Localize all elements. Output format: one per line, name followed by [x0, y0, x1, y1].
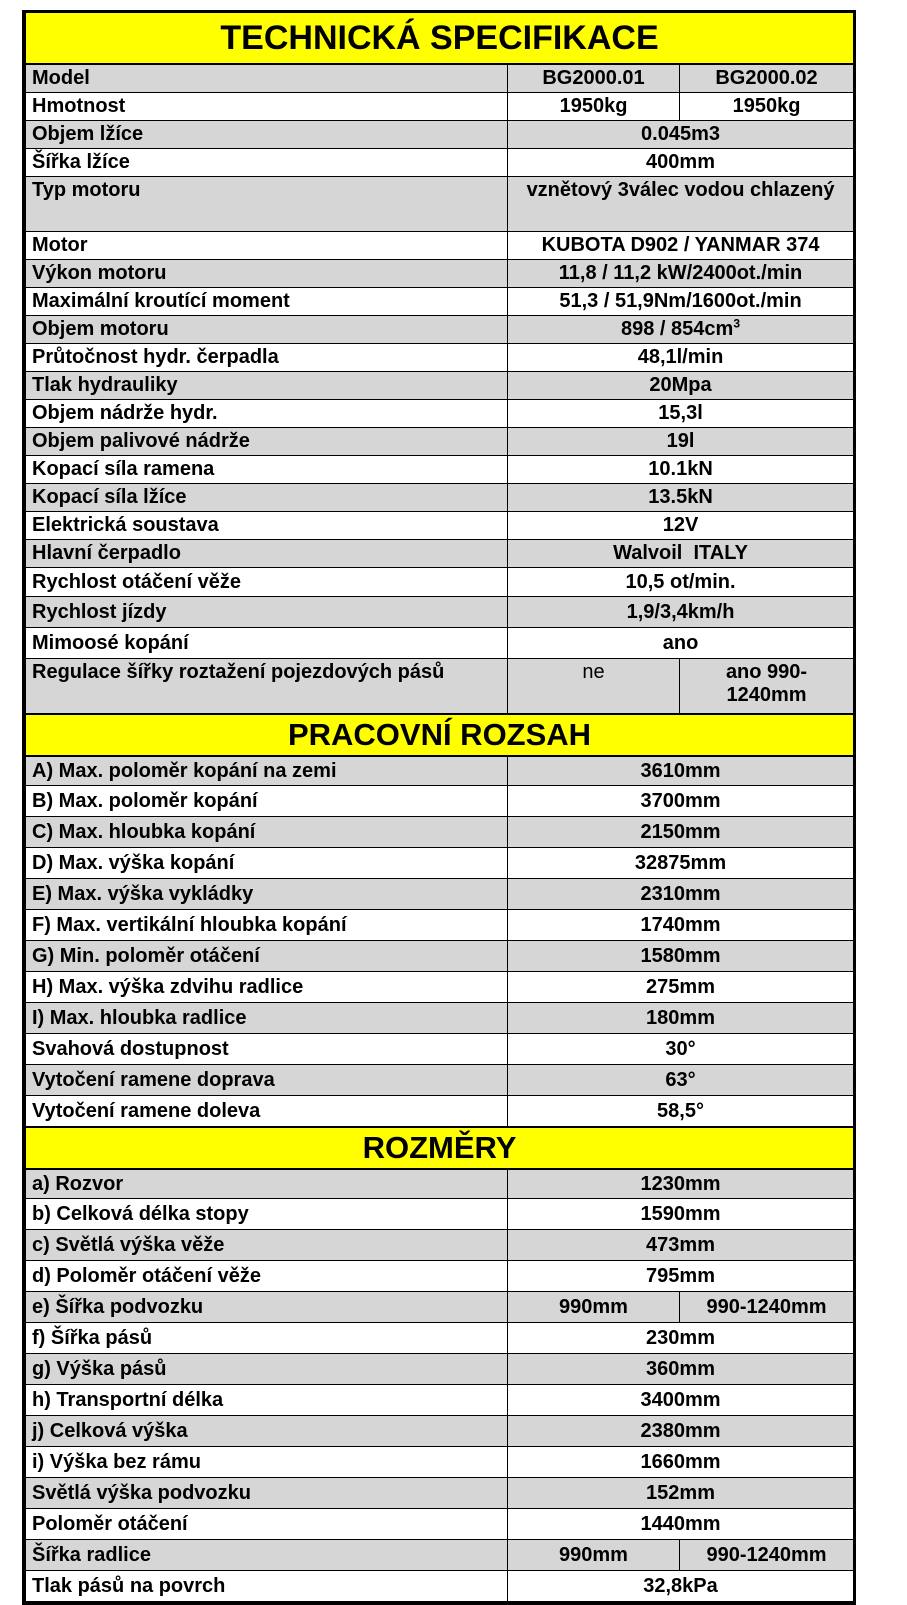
row-label: i) Výška bez rámu	[26, 1447, 508, 1478]
row-value: 1580mm	[508, 941, 854, 972]
row-label: Objem lžíce	[26, 121, 508, 149]
hmotnost-b-value: 1950kg	[680, 93, 854, 121]
row-value: 152mm	[508, 1478, 854, 1509]
row-value: 1660mm	[508, 1447, 854, 1478]
row-value: 12V	[508, 512, 854, 540]
row-value: 48,1l/min	[508, 344, 854, 372]
table-row	[26, 428, 854, 456]
table-row	[26, 512, 854, 540]
row-value: 2380mm	[508, 1416, 854, 1447]
podvozek-b-value: 990-1240mm	[680, 1292, 854, 1323]
row-label: Motor	[26, 232, 508, 260]
row-label: Vytočení ramene doleva	[26, 1096, 508, 1128]
row-label: C) Max. hloubka kopání	[26, 817, 508, 848]
table-row	[26, 1416, 854, 1447]
row-label: Objem nádrže hydr.	[26, 400, 508, 428]
row-value: 275mm	[508, 972, 854, 1003]
row-label: D) Max. výška kopání	[26, 848, 508, 879]
row-value: 400mm	[508, 149, 854, 177]
row-label: Model	[26, 64, 508, 93]
table-row	[26, 1261, 854, 1292]
table-row	[26, 121, 854, 149]
row-label: Rychlost jízdy	[26, 597, 508, 628]
table-row	[26, 597, 854, 628]
row-label: E) Max. výška vykládky	[26, 879, 508, 910]
row-value: 30°	[508, 1034, 854, 1065]
row-label: Vytočení ramene doprava	[26, 1065, 508, 1096]
row-label: f) Šířka pásů	[26, 1323, 508, 1354]
row-label: Hlavní čerpadlo	[26, 540, 508, 568]
radlice-a-value: 990mm	[508, 1540, 680, 1571]
row-label: Mimoosé kopání	[26, 628, 508, 659]
row-label: e) Šířka podvozku	[26, 1292, 508, 1323]
row-value: 1440mm	[508, 1509, 854, 1540]
row-value: 58,5°	[508, 1096, 854, 1128]
row-value: 230mm	[508, 1323, 854, 1354]
table-row	[26, 1540, 854, 1571]
row-value: 20Mpa	[508, 372, 854, 400]
row-value: 2310mm	[508, 879, 854, 910]
row-label: Elektrická soustava	[26, 512, 508, 540]
row-value: 2150mm	[508, 817, 854, 848]
table-row	[26, 93, 854, 121]
table-row	[26, 372, 854, 400]
row-value: 32,8kPa	[508, 1571, 854, 1602]
table-row	[26, 786, 854, 817]
row-label: Objem motoru	[26, 316, 508, 344]
table-row	[26, 177, 854, 232]
table-row	[26, 1447, 854, 1478]
row-value: 51,3 / 51,9Nm/1600ot./min	[508, 288, 854, 316]
row-value: 11,8 / 11,2 kW/2400ot./min	[508, 260, 854, 288]
row-label: Maximální kroutící moment	[26, 288, 508, 316]
table-row	[26, 1478, 854, 1509]
radlice-b-value: 990-1240mm	[680, 1540, 854, 1571]
row-label: Poloměr otáčení	[26, 1509, 508, 1540]
row-value: 63°	[508, 1065, 854, 1096]
row-value: 1740mm	[508, 910, 854, 941]
table-row	[26, 659, 854, 715]
table-row	[26, 879, 854, 910]
row-label: B) Max. poloměr kopání	[26, 786, 508, 817]
table-row	[26, 1509, 854, 1540]
row-value: ano	[508, 628, 854, 659]
row-label: Objem palivové nádrže	[26, 428, 508, 456]
row-value: 10.1kN	[508, 456, 854, 484]
model-a-value: BG2000.01	[508, 64, 680, 93]
table-row	[26, 456, 854, 484]
row-value: 473mm	[508, 1230, 854, 1261]
table-row	[26, 64, 854, 93]
row-value: KUBOTA D902 / YANMAR 374	[508, 232, 854, 260]
row-label: b) Celková délka stopy	[26, 1199, 508, 1230]
row-value: 13.5kN	[508, 484, 854, 512]
row-label: c) Světlá výška věže	[26, 1230, 508, 1261]
row-value	[508, 316, 854, 344]
table-row	[26, 1169, 854, 1199]
table-row	[26, 260, 854, 288]
regulace-b-value: ano 990-1240mm	[680, 659, 854, 715]
table-row	[26, 1385, 854, 1416]
table-row	[26, 910, 854, 941]
row-label: Kopací síla ramena	[26, 456, 508, 484]
row-value: 10,5 ot/min.	[508, 568, 854, 597]
row-label: Tlak pásů na povrch	[26, 1571, 508, 1602]
regulace-a-value: ne	[508, 659, 680, 715]
row-label: Rychlost otáčení věže	[26, 568, 508, 597]
row-value: 3700mm	[508, 786, 854, 817]
table-row	[26, 1034, 854, 1065]
row-label: H) Max. výška zdvihu radlice	[26, 972, 508, 1003]
row-value: 15,3l	[508, 400, 854, 428]
row-value: vznětový 3válec vodou chlazený	[508, 177, 854, 232]
table-row	[26, 484, 854, 512]
table-row	[26, 344, 854, 372]
table-row	[26, 1571, 854, 1602]
row-label: Svahová dostupnost	[26, 1034, 508, 1065]
table-row	[26, 540, 854, 568]
row-value: 795mm	[508, 1261, 854, 1292]
table-row	[26, 1323, 854, 1354]
table-row	[26, 400, 854, 428]
table-row	[26, 316, 854, 344]
table-row	[26, 1292, 854, 1323]
row-value: 19l	[508, 428, 854, 456]
row-label: Hmotnost	[26, 93, 508, 121]
row-label: Typ motoru	[26, 177, 508, 232]
row-label: a) Rozvor	[26, 1169, 508, 1199]
table-row	[26, 817, 854, 848]
model-b-value: BG2000.02	[680, 64, 854, 93]
row-label: F) Max. vertikální hloubka kopání	[26, 910, 508, 941]
row-label: Světlá výška podvozku	[26, 1478, 508, 1509]
row-label: I) Max. hloubka radlice	[26, 1003, 508, 1034]
spec-table	[25, 13, 854, 1602]
row-value: Walvoil ITALY	[508, 540, 854, 568]
row-label: Výkon motoru	[26, 260, 508, 288]
table-row	[26, 941, 854, 972]
table-row	[26, 972, 854, 1003]
table-row	[26, 628, 854, 659]
engine-volume-value: 898 / 854cm	[621, 318, 734, 340]
section-title-rozmery: ROZMĚRY	[26, 1127, 854, 1169]
spec-sheet	[22, 10, 856, 1605]
row-label: Kopací síla lžíce	[26, 484, 508, 512]
row-label: g) Výška pásů	[26, 1354, 508, 1385]
podvozek-a-value: 990mm	[508, 1292, 680, 1323]
table-row	[26, 1096, 854, 1128]
row-value: 180mm	[508, 1003, 854, 1034]
table-row	[26, 1003, 854, 1034]
table-row	[26, 232, 854, 260]
table-row	[26, 1354, 854, 1385]
table-row	[26, 1230, 854, 1261]
row-label: Průtočnost hydr. čerpadla	[26, 344, 508, 372]
row-value: 3610mm	[508, 756, 854, 786]
hmotnost-a-value: 1950kg	[508, 93, 680, 121]
table-row	[26, 848, 854, 879]
row-label: Regulace šířky roztažení pojezdových pásů	[26, 659, 508, 715]
table-row	[26, 1199, 854, 1230]
page-title: TECHNICKÁ SPECIFIKACE	[26, 13, 854, 64]
row-label: G) Min. poloměr otáčení	[26, 941, 508, 972]
row-label: Šířka lžíce	[26, 149, 508, 177]
table-row	[26, 149, 854, 177]
row-value: 3400mm	[508, 1385, 854, 1416]
row-label: A) Max. poloměr kopání na zemi	[26, 756, 508, 786]
table-row	[26, 1065, 854, 1096]
row-value: 1230mm	[508, 1169, 854, 1199]
superscript: 3	[733, 316, 741, 331]
row-value: 32875mm	[508, 848, 854, 879]
row-label: Tlak hydrauliky	[26, 372, 508, 400]
row-label: h) Transportní délka	[26, 1385, 508, 1416]
row-value: 1590mm	[508, 1199, 854, 1230]
row-label: d) Poloměr otáčení věže	[26, 1261, 508, 1292]
table-row	[26, 756, 854, 786]
row-value: 360mm	[508, 1354, 854, 1385]
row-value: 0.045m3	[508, 121, 854, 149]
row-value: 1,9/3,4km/h	[508, 597, 854, 628]
table-row	[26, 568, 854, 597]
section-title-pracovni: PRACOVNÍ ROZSAH	[26, 714, 854, 756]
row-label: j) Celková výška	[26, 1416, 508, 1447]
table-row	[26, 288, 854, 316]
row-label: Šířka radlice	[26, 1540, 508, 1571]
